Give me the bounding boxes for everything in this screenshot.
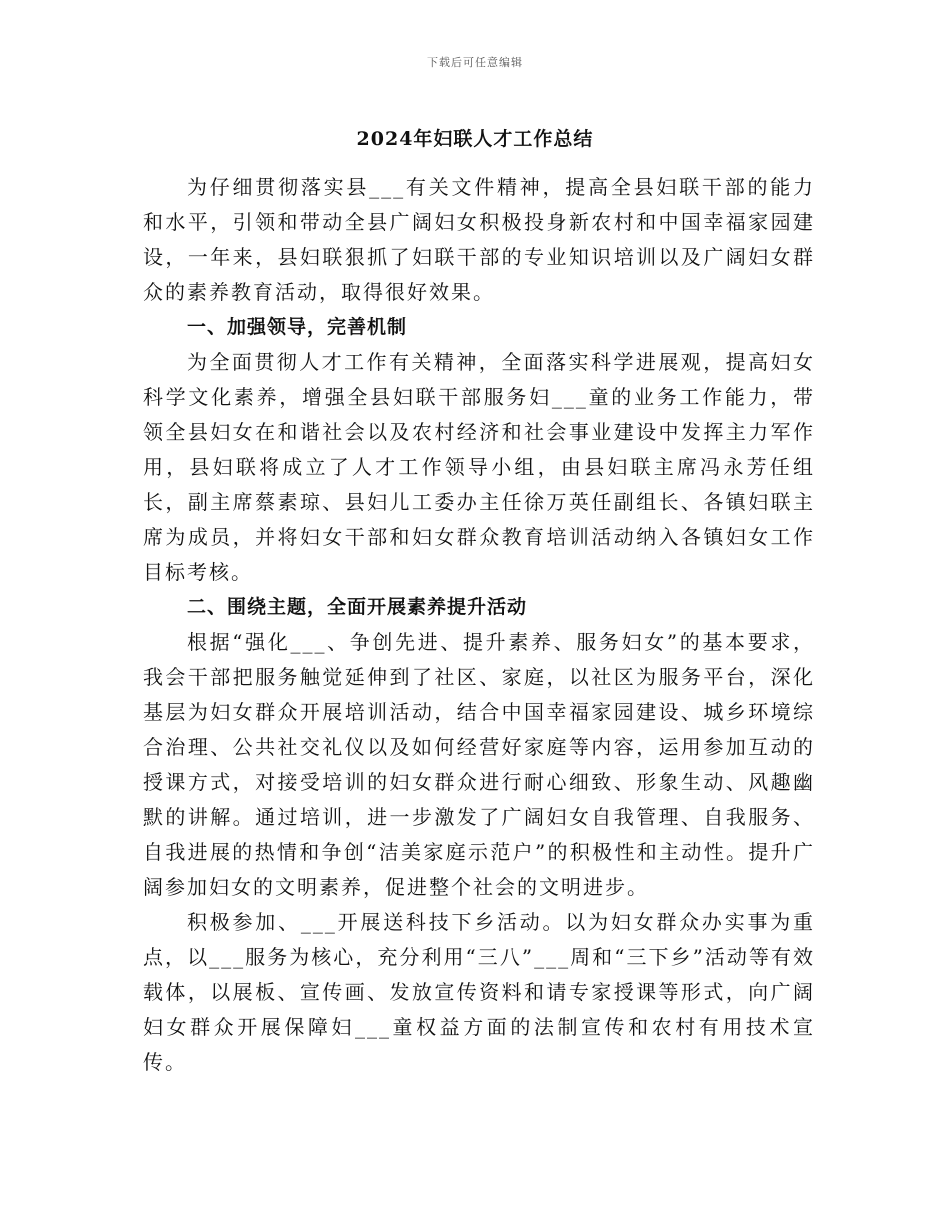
section-heading-1: 一、加强领导，完善机制	[187, 316, 408, 338]
header-note: 下载后可任意编辑	[427, 56, 523, 69]
document-body	[143, 170, 815, 1080]
intro-paragraph: 为仔细贯彻落实县___有关文件精神，提高全县妇联干部的能力和水平，引领和带动全县广阔妇女积极投身新农村和中国幸福家园建设，一年来，县妇联狠抓了妇联干部的专业知识培训以及广阔妇女群众的素养教育活动，取得很好效果。	[143, 175, 815, 304]
section-2-paragraph-1: 根据“强化___、争创先进、提升素养、服务妇女”的基本要求，我会干部把服务触觉延伸到了社区、家庭，以社区为服务平台，深化基层为妇女群众开展培训活动，结合中国幸福家园建设、城乡环境综合治理、公共社交礼仪以及如何经营好家庭等内容，运用参加互动的授课方式，对接受培训的妇女群众进行耐心细致、形象生动、风趣幽默的讲解。通过培训，进一步激发了广阔妇女自我管理、自我服务、自我进展的热情和争创“洁美家庭示范户”的积极性和主动性。提升广阔参加妇女的文明素养，促进整个社会的文明进步。	[143, 630, 815, 899]
section-2-paragraph-2: 积极参加、___开展送科技下乡活动。以为妇女群众办实事为重点，以___服务为核心，充分利用“三八”___周和“三下乡”活动等有效载体，以展板、宣传画、发放宣传资料和请专家授课等形式，向广阔妇女群众开展保障妇___童权益方面的法制宣传和农村有用技术宣传。	[143, 910, 815, 1074]
section-heading-2: 二、围绕主题，全面开展素养提升活动	[187, 596, 528, 618]
document-title: 2024年妇联人才工作总结	[356, 128, 594, 150]
section-1-paragraph: 为全面贯彻人才工作有关精神，全面落实科学进展观，提高妇女科学文化素养，增强全县妇联干部服务妇___童的业务工作能力，带领全县妇女在和谐社会以及农村经济和社会事业建设中发挥主力军作用，县妇联将成立了人才工作领导小组，由县妇联主席冯永芳任组长，副主席蔡素琼、县妇儿工委办主任徐万英任副组长、各镇妇联主席为成员，并将妇女干部和妇女群众教育培训活动纳入各镇妇女工作目标考核。	[143, 350, 815, 584]
